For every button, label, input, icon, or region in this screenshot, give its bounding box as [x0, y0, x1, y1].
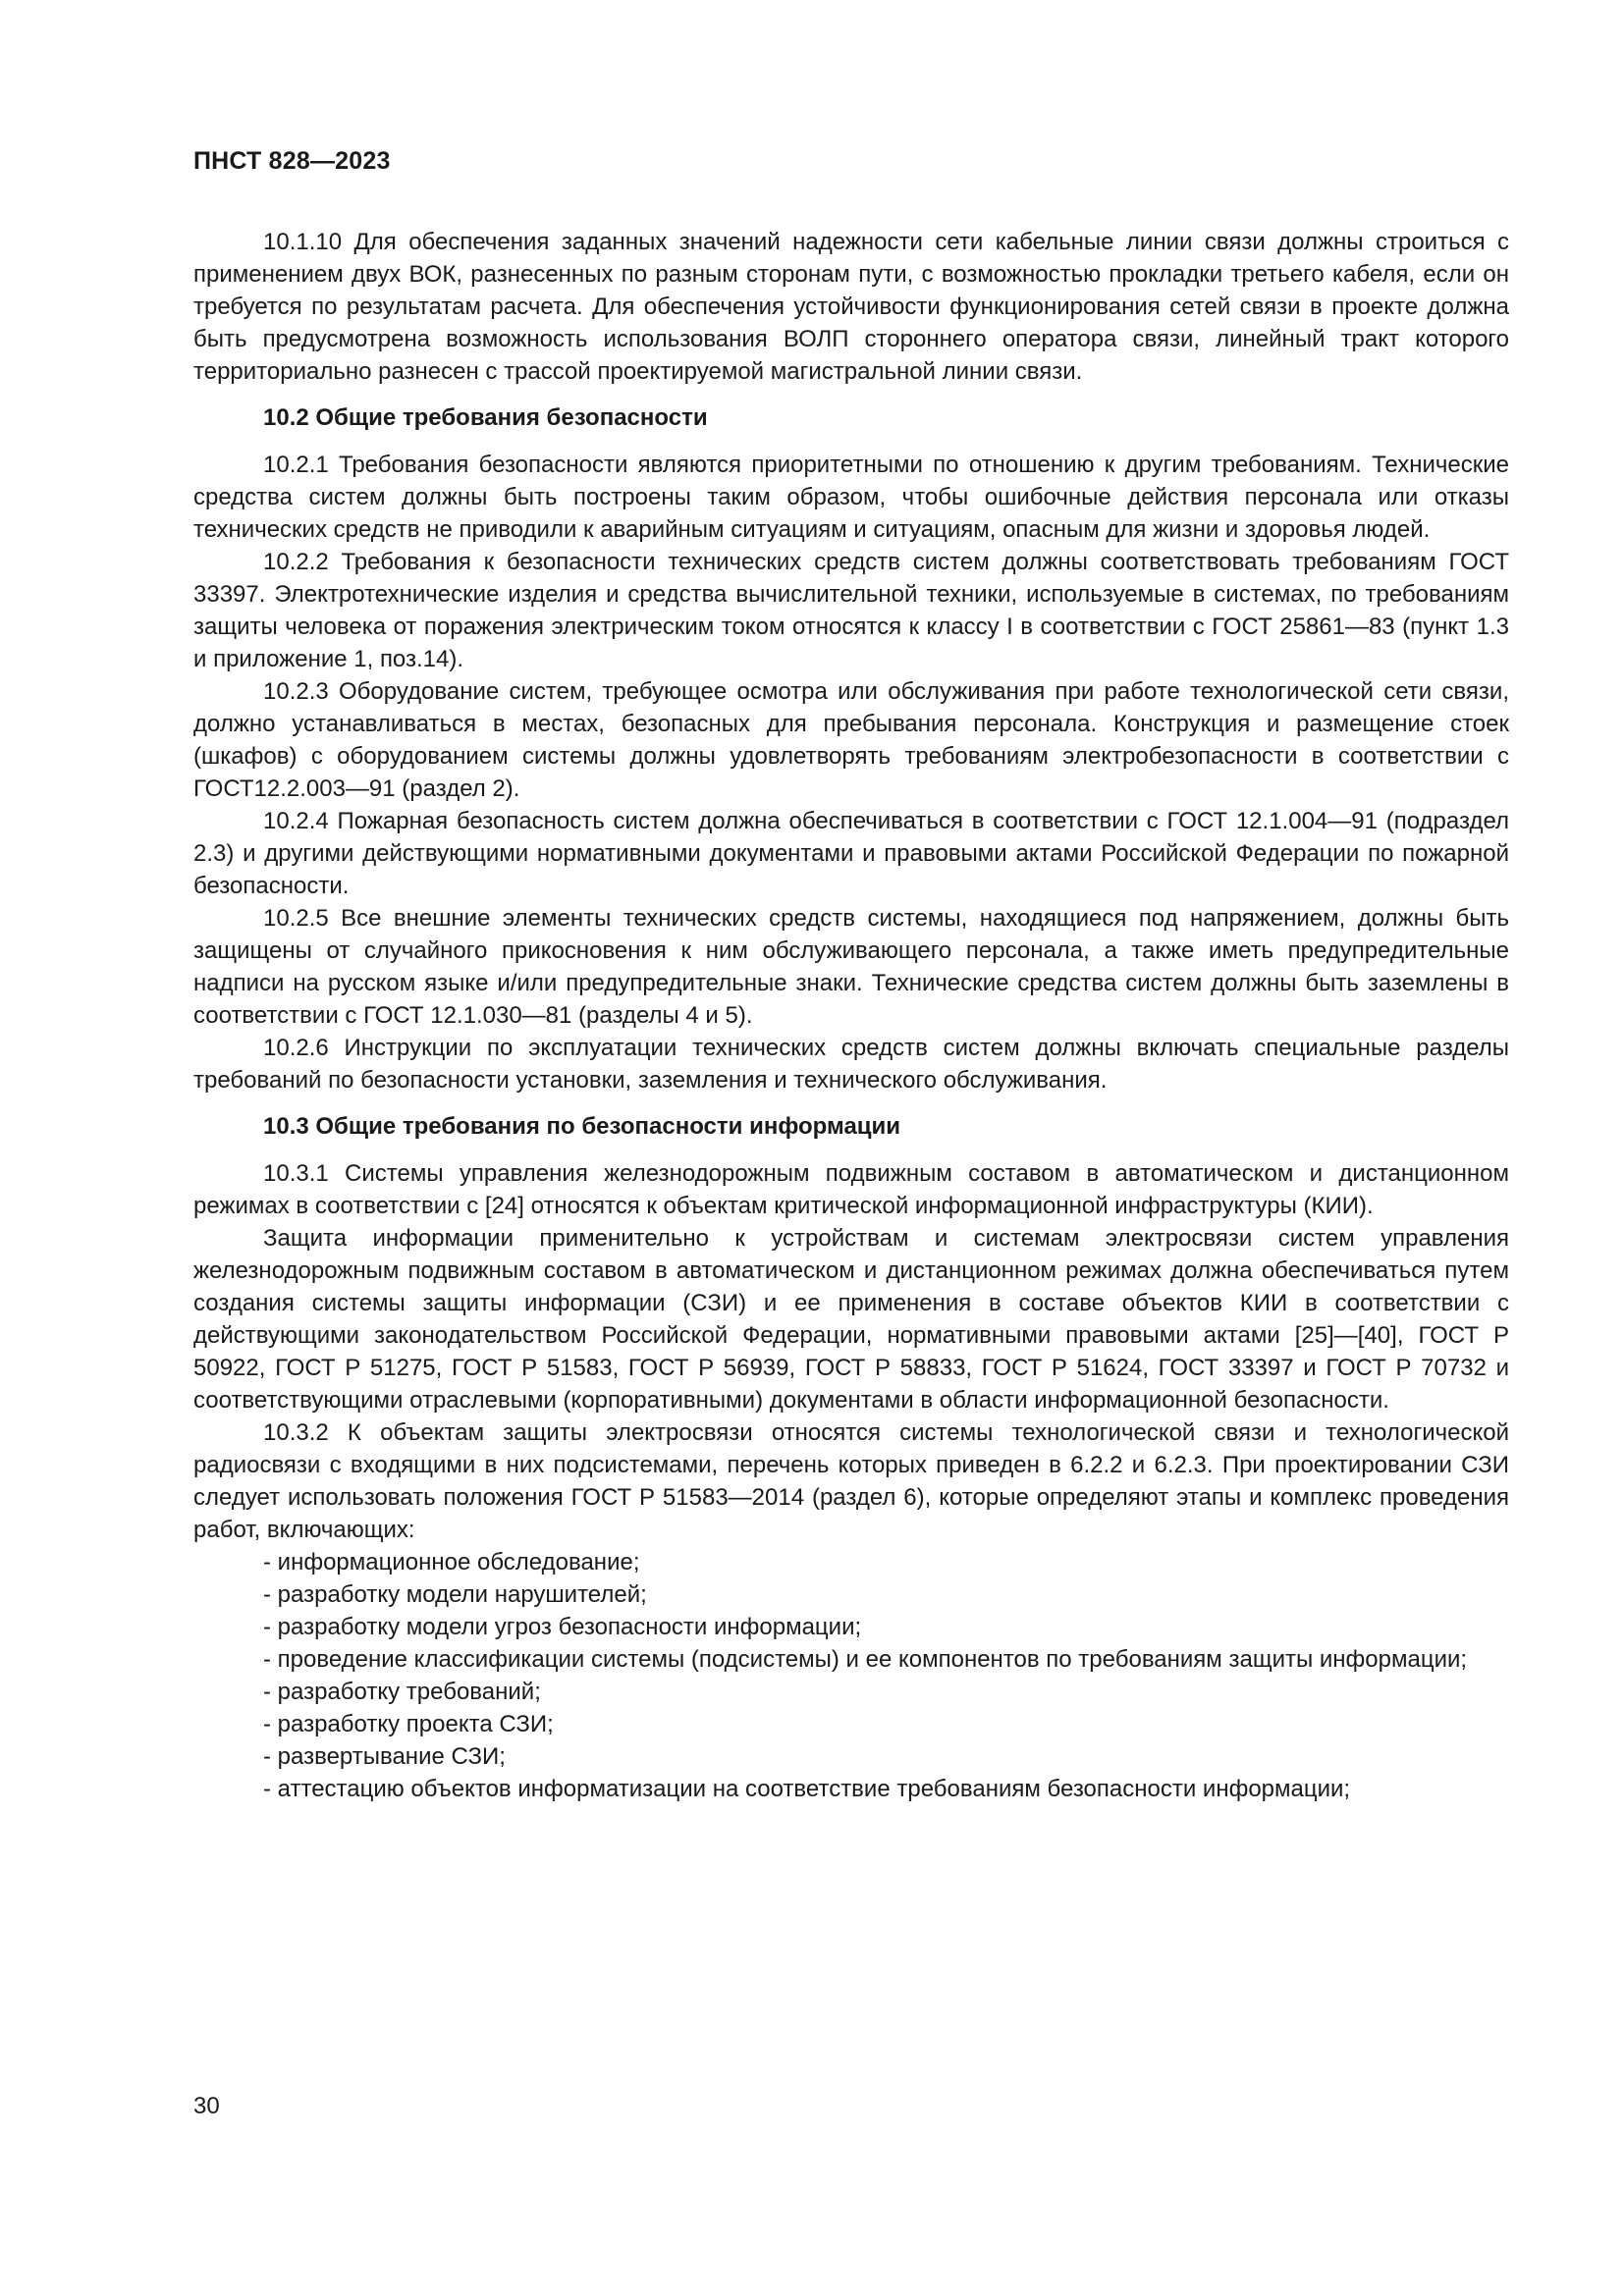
- document-body: [193, 226, 1509, 1805]
- list-item: - информационное обследование;: [263, 1549, 640, 1575]
- list-item: - проведение классификации системы (подсистемы) и ее компонентов по требованиям защиты информации;: [263, 1646, 1468, 1673]
- paragraph-10-2-1: 10.2.1 Требования безопасности являются приоритетными по отношению к другим требованиям. Технические средства систем должны быть построены таким образом, чтобы ошибочные действия персонала или отказы технических средств не приводили к аварийным ситуациям и ситуациям, опасным для жизни и здоровья людей.: [193, 452, 1509, 543]
- section-10-3-heading: 10.3 Общие требования по безопасности информации: [263, 1113, 901, 1140]
- paragraph-info-protection: Защита информации применительно к устройствам и системам электросвязи систем управления железнодорожным подвижным составом в автоматическом и дистанционном режимах должна обеспечиваться путем создания системы защиты информации (СЗИ) и ее применения в составе объектов КИИ в соответствии с действующими законодательством Российской Федерации, нормативными правовыми актами [25]—[40], ГОСТ Р 50922, ГОСТ Р 51275, ГОСТ Р 51583, ГОСТ Р 56939, ГОСТ Р 58833, ГОСТ Р 51624, ГОСТ 33397 и ГОСТ Р 70732 и соответствующими отраслевыми (корпоративными) документами в области информационной безопасности.: [193, 1225, 1509, 1414]
- section-10-2-heading: 10.2 Общие требования безопасности: [263, 404, 708, 431]
- list-item: - разработку модели нарушителей;: [263, 1581, 647, 1608]
- list-item: - аттестацию объектов информатизации на соответствие требованиям безопасности информации;: [263, 1776, 1351, 1802]
- paragraph-10-2-6: 10.2.6 Инструкции по эксплуатации технических средств систем должны включать специальные разделы требований по безопасности установки, заземления и технического обслуживания.: [193, 1035, 1509, 1094]
- paragraph-10-2-4: 10.2.4 Пожарная безопасность систем должна обеспечиваться в соответствии с ГОСТ 12.1.004—91 (подраздел 2.3) и другими действующими нормативными документами и правовыми актами Российской Федерации по пожарной безопасности.: [193, 808, 1509, 899]
- list-item: - разработку проекта СЗИ;: [263, 1711, 554, 1737]
- paragraph-10-1-10: 10.1.10 Для обеспечения заданных значений надежности сети кабельные линии связи должны строиться с применением двух ВОК, разнесенных по разным сторонам пути, с возможностью прокладки третьего кабеля, если он требуется по результатам расчета. Для обеспечения устойчивости функционирования сетей связи в проекте должна быть предусмотрена возможность использования ВОЛП стороннего оператора связи, линейный тракт которого территориально разнесен с трассой проектируемой магистральной линии связи.: [193, 229, 1509, 385]
- paragraph-10-2-5: 10.2.5 Все внешние элементы технических средств системы, находящиеся под напряжением, должны быть защищены от случайного прикосновения к ним обслуживающего персонала, а также иметь предупредительные надписи на русском языке и/или предупредительные знаки. Технические средства систем должны быть заземлены в соответствии с ГОСТ 12.1.030—81 (разделы 4 и 5).: [193, 905, 1509, 1029]
- work-stages-list: [193, 1546, 1509, 1805]
- paragraph-10-3-2: 10.3.2 К объектам защиты электросвязи относятся системы технологической связи и технологической радиосвязи с входящими в них подсистемами, перечень которых приведен в 6.2.2 и 6.2.3. При проектировании СЗИ следует использовать положения ГОСТ Р 51583—2014 (раздел 6), которые определяют этапы и комплекс проведения работ, включающих:: [193, 1419, 1509, 1543]
- paragraph-10-2-3: 10.2.3 Оборудование систем, требующее осмотра или обслуживания при работе технологической сети связи, должно устанавливаться в местах, безопасных для пребывания персонала. Конструкция и размещение стоек (шкафов) с оборудованием системы должны удовлетворять требованиям электробезопасности в соответствии с ГОСТ12.2.003—91 (раздел 2).: [193, 678, 1509, 802]
- list-item: - развертывание СЗИ;: [263, 1743, 506, 1770]
- paragraph-10-2-2: 10.2.2 Требования к безопасности технических средств систем должны соответствовать требованиям ГОСТ 33397. Электротехнические изделия и средства вычислительной техники, используемые в системах, по требованиям защиты человека от поражения электрическим током относятся к классу I в соответствии с ГОСТ 25861—83 (пункт 1.3 и приложение 1, поз.14).: [193, 549, 1509, 672]
- document-header: ПНСТ 828—2023: [193, 147, 391, 175]
- list-item: - разработку требований;: [263, 1679, 541, 1705]
- page-number: 30: [193, 2093, 220, 2119]
- list-item: - разработку модели угроз безопасности информации;: [263, 1614, 862, 1640]
- paragraph-10-3-1: 10.3.1 Системы управления железнодорожным подвижным составом в автоматическом и дистанционном режимах в соответствии с [24] относятся к объектам критической информационной инфраструктуры (КИИ).: [193, 1160, 1509, 1219]
